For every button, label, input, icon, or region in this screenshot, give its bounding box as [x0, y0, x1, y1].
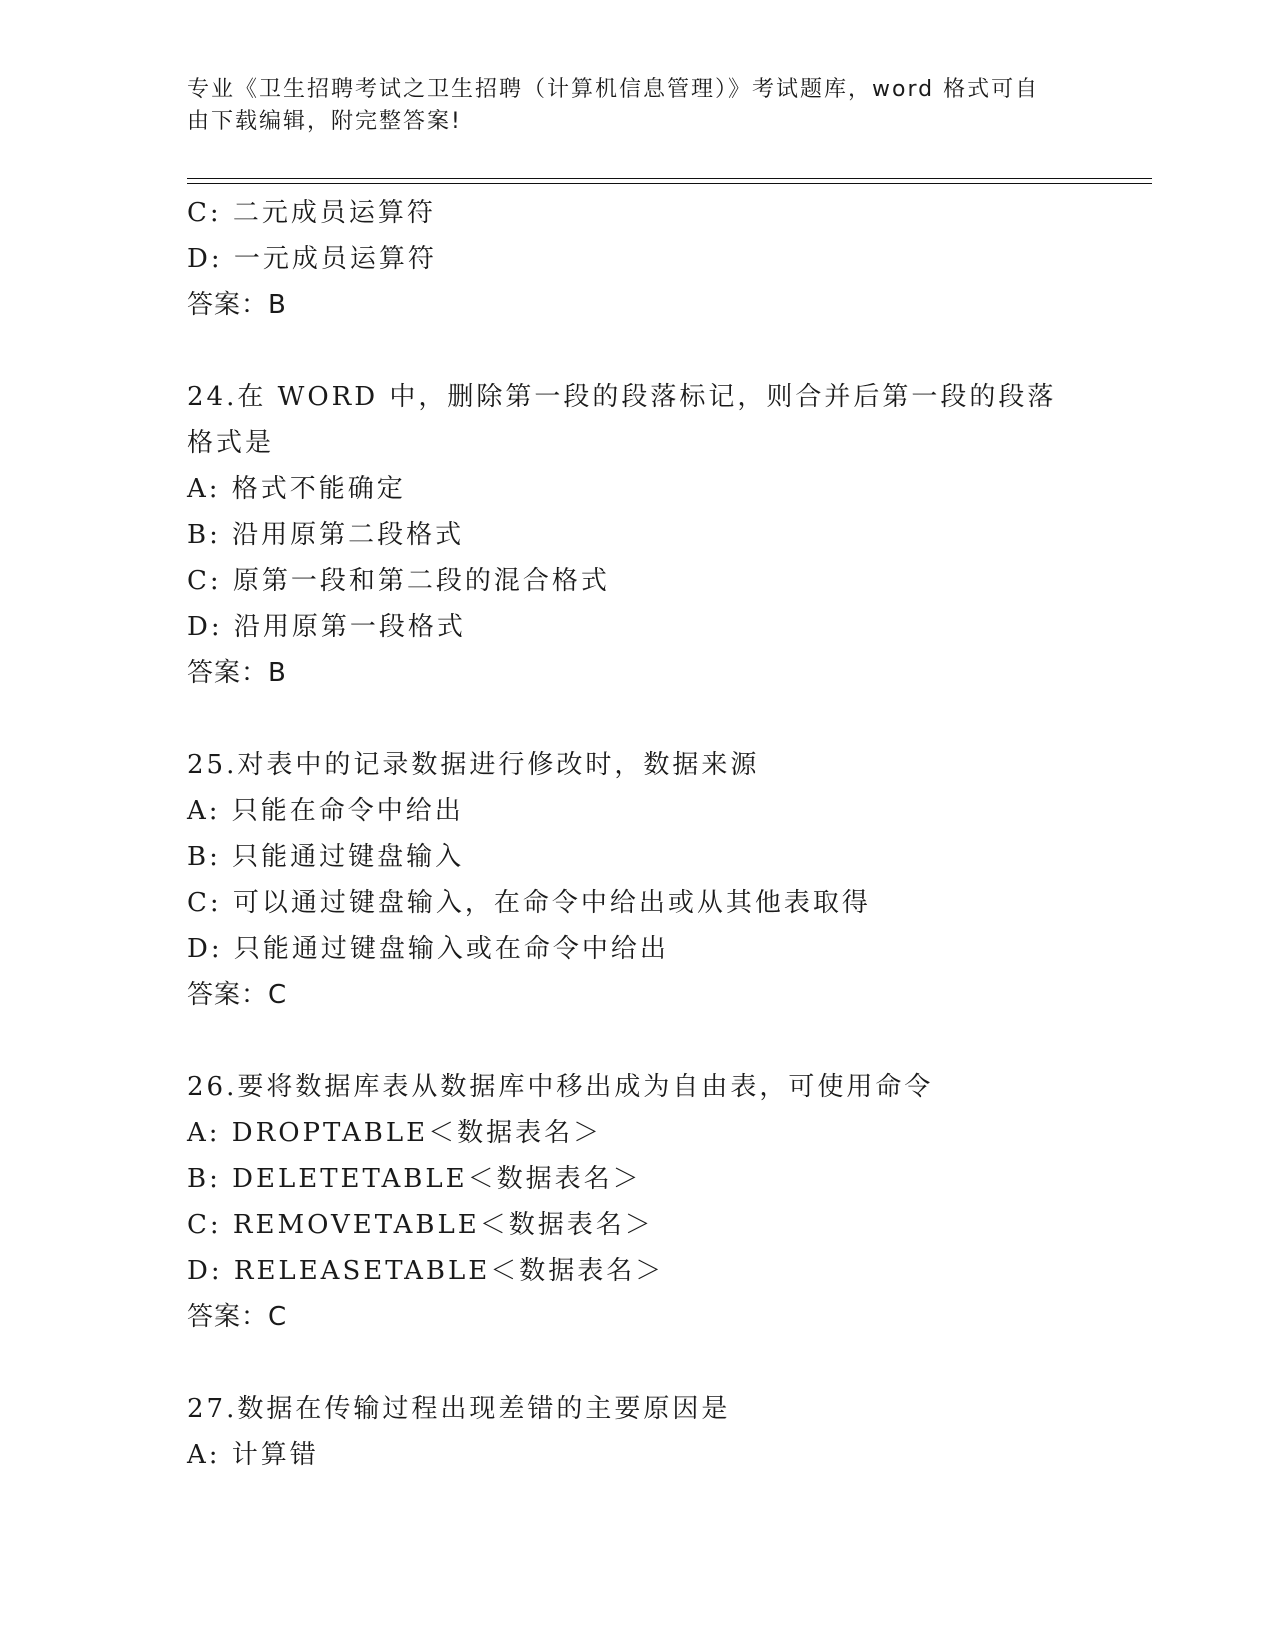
answer-line: 答案：B: [187, 658, 287, 688]
option-b: B: DELETETABLE＜数据表名＞: [187, 1164, 642, 1194]
option-a: A: DROPTABLE＜数据表名＞: [187, 1118, 603, 1148]
header-divider-top: [187, 178, 1152, 179]
option-c: C: REMOVETABLE＜数据表名＞: [187, 1210, 654, 1240]
option-d: D: RELEASETABLE＜数据表名＞: [187, 1256, 665, 1286]
question-stem: 25.对表中的记录数据进行修改时，数据来源: [187, 750, 760, 780]
question-25: [187, 742, 1147, 1018]
option-c: C: 原第一段和第二段的混合格式: [187, 566, 610, 596]
option-d: D: 一元成员运算符: [187, 244, 437, 274]
header-line-1: 专业《卫生招聘考试之卫生招聘（计算机信息管理）》考试题库，word 格式可自: [187, 77, 1040, 102]
question-24: [187, 374, 1147, 696]
option-d: D: 沿用原第一段格式: [187, 612, 466, 642]
question-stem: 26.要将数据库表从数据库中移出成为自由表，可使用命令: [187, 1072, 934, 1102]
previous-question-tail: [187, 190, 1147, 328]
question-stem: 24.在 WORD 中，删除第一段的段落标记，则合并后第一段的段落格式是: [187, 382, 1057, 458]
question-26: [187, 1064, 1147, 1340]
option-c: C: 可以通过键盘输入，在命令中给出或从其他表取得: [187, 888, 871, 918]
option-d: D: 只能通过键盘输入或在命令中给出: [187, 934, 669, 964]
option-c: C: 二元成员运算符: [187, 198, 436, 228]
option-b: B: 只能通过键盘输入: [187, 842, 465, 872]
answer-line: 答案：C: [187, 1302, 288, 1332]
option-a: A: 计算错: [187, 1440, 319, 1470]
question-stem: 27.数据在传输过程出现差错的主要原因是: [187, 1394, 731, 1424]
answer-line: 答案：C: [187, 980, 288, 1010]
option-b: B: 沿用原第二段格式: [187, 520, 465, 550]
document-header: [187, 74, 1087, 138]
answer-line: 答案：B: [187, 290, 287, 320]
question-list: [187, 190, 1147, 1478]
option-a: A: 只能在命令中给出: [187, 796, 464, 826]
header-line-2: 由下载编辑，附完整答案!: [187, 109, 462, 134]
question-27: [187, 1386, 1147, 1478]
option-a: A: 格式不能确定: [187, 474, 406, 504]
header-divider-bottom: [187, 183, 1152, 184]
